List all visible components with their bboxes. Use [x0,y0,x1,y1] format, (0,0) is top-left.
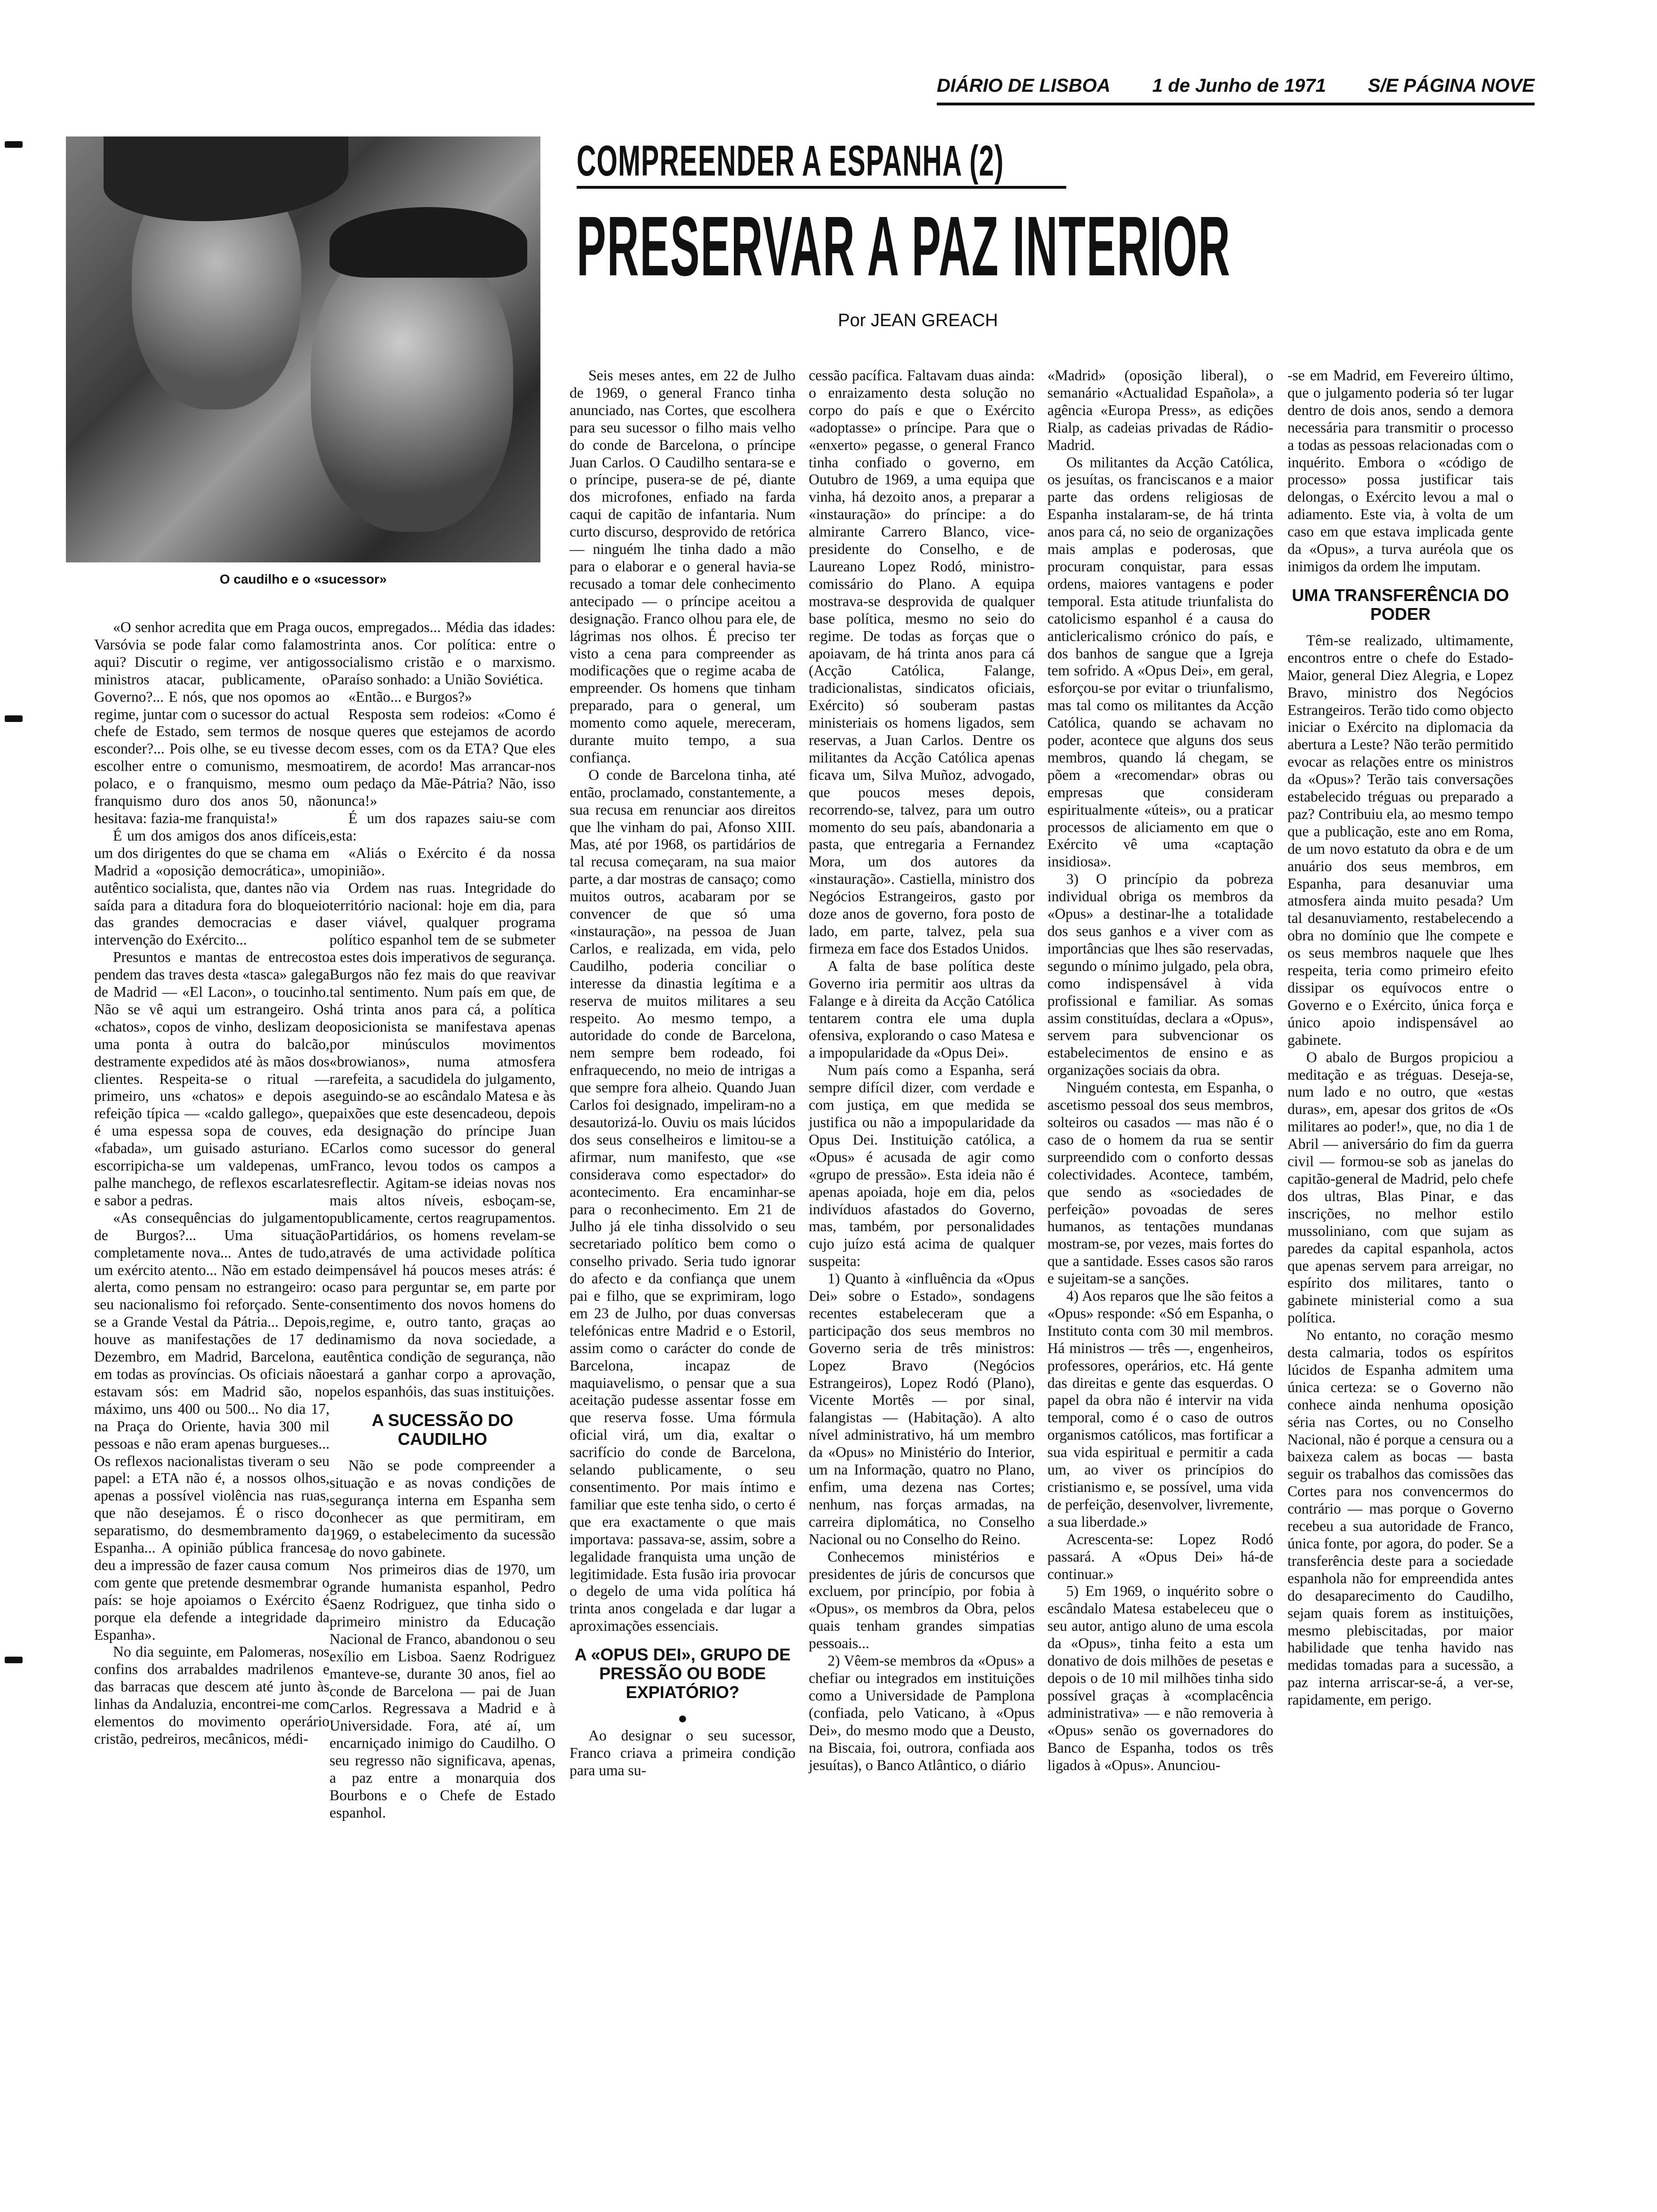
paragraph: «O senhor acredita que em Praga ou Varsóvia se pode falar como falamos aqui? Discutir o regime, ver antigos ministros atacar, publicamente, o Governo?... E nós, que nos opomos ao regime, juntar com o sucessor do actual chefe de Estado, sem termos de nos esconder?... Pois olhe, se eu tivesse de escolher entre o comunismo, mesmo polaco, e o franquismo, mesmo o franquismo duro dos anos 50, não hesitava: fazia-me franquista!» [94,619,330,826]
paragraph: Num país como a Espanha, será sempre difícil dizer, com verdade e com justiça, em que medida se justifica ou não a impopularidade da Opus Dei. Instituição católica, a «Opus» é acusada de agir como «grupo de pressão». Esta ideia não é apenas apoiada, hoje em dia, pelos indivíduos afastados do Governo, mas, também, por personalidades cujo juízo está acima de qualquer suspeita: [809,1062,1035,1270]
paragraph: Os militantes da Acção Católica, os jesuítas, os franciscanos e a maior parte das ordens religiosas de Espanha instalaram-se, de há trinta anos para cá, no seio de organizações mais amplas e poderosas, que procuram conquistar, para essas ordens, maiores vantagens e poder temporal. Esta atitude triunfalista do catolicismo espanhol é a causa do anticlericalismo crónico do país, e dos banhos de sangue que a Igreja tem sofrido. A «Opus Dei», em geral, esforçou-se por evitar o triunfalismo, mas tal como os militantes da Acção Católica, quando se achavam no poder, acontece que alguns dos seus membros, quando lá chegam, se põem a «recomendar» obras ou empresas que consideram espiritualmente «úteis», ou a praticar processos de aliciamento em que o Exército vê uma «captação insidiosa». [1047,454,1273,870]
article-byline: Por JEAN GREACH [838,311,998,330]
paragraph: cessão pacífica. Faltavam duas ainda: o enraizamento desta solução no corpo do país e que o Exército «adoptasse» o príncipe. Para que o «enxerto» pegasse, o general Franco tinha confiado o governo, em Outubro de 1969, a uma equipa que vinha, há dezoito anos, a preparar a «instauração» do príncipe: a do almirante Carrero Blanco, vice-presidente do Conselho, e de Laureano Lopez Rodó, ministro-comissário do Plano. A equipa mostrava-se desprovida de qualquer base política, mesmo no seio do regime. De todas as forças que o apoiavam, de há trinta anos para cá (Acção Católica, Falange, tradicionalistas, sindicatos oficiais, Exército) só souberam pastas ministeriais os homens ligados, sem reservas, a Juan Carlos. Dentre os militantes da Acção Católica apenas ficava um, Silva Muñoz, advogado, que poucos meses depois, recorrendo-se, talvez, para um outro momento do seu país, abandonaria a pasta, que entregaria a Fernandez Mora, um dos autores da «instauração». Castiella, ministro dos Negócios Estrangeiros, gasto por doze anos de governo, fora posto de lado, em parte, talvez, pela sua firmeza em face dos Estados Unidos. [809,367,1035,957]
paragraph: É um dos rapazes saiu-se com esta: [330,809,555,844]
paragraph: Acrescenta-se: Lopez Rodó passará. A «Opus Dei» há-de continuar.» [1047,1531,1273,1582]
text-column-3 [570,367,796,1779]
paragraph: «Madrid» (oposição liberal), o semanário «Actualidad Española», a agência «Europa Press», as edições Rialp, as cadeias privadas de Rádio-Madrid. [1047,367,1273,453]
paragraph: -se em Madrid, em Fevereiro último, que o julgamento poderia só ter lugar dentro de dois anos, sendo a demora necessária para transmitir o processo a todas as pessoas relacionadas com o inquérito. Embora o «código de processo» possa justificar tais delongas, o Exército levou a mal o adiamento. Este via, à volta de um caso em que estava implicada gente da «Opus», a turva auréola que os inimigos da ordem lhe imputam. [1287,367,1513,575]
page-number: S/E PÁGINA NOVE [1367,75,1535,96]
section-heading: A «OPUS DEI», GRUPO DE PRESSÃO OU BODE EXPIATÓRIO? [574,1645,791,1702]
bullet-ornament: ● [677,1710,688,1728]
paragraph: No entanto, no coração mesmo desta calmaria, todos os espíritos lúcidos de Espanha admitem uma única certeza: se o Governo não conhece ainda nenhuma oposição séria nas Cortes, ou no Conselho Nacional, não é porque a censura ou a baixeza calem as bocas — basta seguir os trabalhos das comissões das Cortes para nos convencermos do contrário — mas porque o Governo recebeu a sua autoridade de Franco, única fonte, por agora, do poder. Se a transferência deste para a sociedade espanhola não for empreendida antes do desaparecimento do Caudilho, sejam quais forem as instituições, mesmo plebiscitadas, por maior habilidade que tenha havido nas medidas tomadas para a sucessão, a paz interna arriscar-se-á, a ver-se, rapidamente, em perigo. [1287,1327,1513,1708]
section-heading: UMA TRANSFERÊNCIA DO PODER [1292,585,1509,624]
photo-caption: O caudilho e o «sucessor» [219,572,387,586]
text-column-6 [1287,367,1513,1709]
paragraph: 3) O princípio da pobreza individual obriga os membros da «Opus» a destinar-lhe a totalidade dos seus ganhos e a viver com as importâncias que lhes são reservadas, segundo o mínimo julgado, pela obra, como indispensável à vida profissional e familiar. As somas assim constituídas, declara a «Opus», servem para subvencionar os estabelecimentos de ensino e as organizações sociais da obra. [1047,871,1273,1079]
paragraph: Não se pode compreender a situação e as novas condições de segurança interna em Espanha sem conhecer as que permitiram, em 1969, o estabelecimento da sucessão e do novo gabinete. [330,1457,555,1561]
paragraph: «Aliás o Exército é da nossa opinião». [330,844,555,879]
paragraph: cos, empregados... Média das idades: trinta anos. Cor política: entre o socialismo cristão e o marxismo. Paraíso sonhado: a União Soviética. [330,619,555,688]
paragraph: 1) Quanto à «influência da «Opus Dei» sobre o Estado», sondagens recentes estabeleceram que a participação dos seus membros no Governo seria de três ministros: Lopez Bravo (Negócios Estrangeiros), Lopez Rodó (Plano), Vicente Mortês — por sinal, falangistas — (Habitação). A alto nível administrativo, há um membro da «Opus» no Ministério do Interior, um na Informação, quatro no Plano, enfim, uma dezena nas Cortes; nenhum, nas forças armadas, na carreira diplomática, no Conselho Nacional ou no Conselho do Reino. [809,1270,1035,1547]
text-column-4 [809,367,1035,1774]
paragraph: Resposta sem rodeios: «Como é que queres que estejamos de acordo com esses, com os da ETA? Que eles atirem, de acordo! Mas arrancar-nos um pedaço da Mãe-Pátria? Não, isso nunca!» [330,705,555,809]
kicker-rule [577,186,1066,189]
margin-mark [5,1657,23,1663]
paragraph: O abalo de Burgos propiciou a meditação e as tréguas. Deseja-se, num lado e no outro, que «estas duras», em, apesar dos gritos de «Os militares ao poder!», que, no dia 1 de Abril — aniversário do fim da guerra civil — formou-se sob as janelas do capitão-general de Madrid, pelo chefe dos ultras, Blas Pinar, e das inscrições, no melhor estilo mussoliniano, com que sujam as paredes da capital espanhola, actos que apenas servem para arreigar, no espírito dos militares, tanto o gabinete ministerial como a sua política. [1287,1049,1513,1326]
paragraph: 5) Em 1969, o inquérito sobre o escândalo Matesa estabeleceu que o seu autor, antigo aluno de uma escola da «Opus», tinha feito a esta um donativo de dois milhões de pesetas e depois o de 10 mil milhões tinha sido possível graças à «complacência administrativa» — e não removeria à «Opus» senão os governadores do Banco de Espanha, todos os três ligados à «Opus». Anunciou- [1047,1583,1273,1773]
article-kicker: COMPREENDER A ESPANHA (2) [577,137,1004,185]
paragraph: Seis meses antes, em 22 de Julho de 1969, o general Franco tinha anunciado, nas Cortes, que escolhera para seu sucessor o filho mais velho do conde de Barcelona, o príncipe Juan Carlos. O Caudilho sentara-se e o príncipe, pusera-se de pé, diante dos microfones, enfiado na farda caqui de capitão de infantaria. Num curto discurso, desprovido de retórica — ninguém lhe tinha dado a mão para o elaborar e o general havia-se recusado a tomar dele conhecimento antecipado — o príncipe aceitou a designação. Franco olhou para ele, de lágrimas nos olhos. É preciso ter visto a cena para compreender as modificações que o regime acaba de empreender. Os homens que tinham preparado, para o general, um momento como aquele, mereceram, durante muito tempo, a sua confiança. [570,367,796,766]
text-column-5 [1047,367,1273,1774]
paragraph: 4) Aos reparos que lhe são feitos a «Opus» responde: «Só em Espanha, o Instituto conta com 30 mil membros. Há ministros — três —, engenheiros, professores, operários, etc. Há gente das direitas e gente das esquerdas. O papel da obra não é intervir na vida temporal, como é o caso de outros organismos católicos, mas fortificar a sua vida espiritual e permitir a cada um, ao viver os princípios do cristianismo e, se possível, uma vida de perfeição, desenvolver, livremente, a sua liberdade.» [1047,1288,1273,1530]
news-photo [66,136,540,562]
paragraph: Conhecemos ministérios e presidentes de júris de concursos que excluem, por princípio, por fobia à «Opus», os membros da Obra, pelos quais tenham grandes simpatias pessoais... [809,1548,1035,1652]
issue-date: 1 de Junho de 1971 [1152,75,1326,96]
newspaper-name: DIÁRIO DE LISBOA [937,75,1110,96]
article-headline: PRESERVAR A PAZ INTERIOR [577,199,1231,294]
paragraph: Têm-se realizado, ultimamente, encontros entre o chefe do Estado-Maior, general Diez Alegria, e Lopez Bravo, ministro dos Negócios Estrangeiros. Terão tido como objecto iniciar o Exército na diplomacia da abertura a Leste? Não terão permitido evocar as relações entre os ministros da «Opus»? Terão tais conversações estabelecido tréguas ou preparado a paz? Contribuiu ela, ao mesmo tempo que a publicação, este ano em Roma, de um novo estatuto da obra e de um anuário dos seus membros, em Espanha, para desanuviar uma atmosfera ainda muito pesada? Um tal desanuviamento, restabelecendo a obra no domínio que lhe compete e os seus membros naquele que lhes respeita, teria como primeiro efeito dissipar os equívocos entre o Governo e o Exército, única força e único apoio indispensável ao gabinete. [1287,632,1513,1048]
paragraph: «As consequências do julgamento de Burgos?... Uma situação completamente nova... Antes de tudo, um exército atento... Não em estado de alerta, como pensam no estrangeiro: o seu nacionalismo foi reforçado. Sente-se a Grande Vestal da Pátria... Depois, houve as manifestações de 17 de Dezembro, em Madrid, Barcelona, e em todas as províncias. Os oficiais não estavam sós: em Madrid são, no máximo, uns 400 ou 500... No dia 17, na Praça do Oriente, havia 300 mil pessoas e não eram apenas burgueses... Os reflexos nacionalistas tiveram o seu papel: a ETA não é, a nossos olhos, apenas a possível violência nas ruas, que não desejamos. É o risco do separatismo, do desmembramento da Espanha... A opinião pública francesa deu a impressão de fazer causa comum com gente que pretende desmembrar o país: se hoje apoiamos o Exército é porque ela defende a integridade da Espanha». [94,1209,330,1643]
paragraph: Ao designar o seu sucessor, Franco criava a primeira condição para uma su- [570,1727,796,1779]
margin-mark [5,141,23,148]
paragraph: Ordem nas ruas. Integridade do território nacional: hoje em dia, para ser viável, qualquer programa político espanhol tem de se submeter a estes dois imperativos de segurança. Burgos não fez mais do que reavivar tal sentimento. Num país em que, de há trinta anos para cá, a política oposicionista se manifestava apenas por minúsculos movimentos «browianos», numa atmosfera rarefeita, a sacudidela do julgamento, seguindo-se ao escândalo Matesa e às paixões que este desencadeou, depois da designação do príncipe Juan Carlos como sucessor do general Franco, levou todos os campos a reflectir. Agitam-se ideias novas nos mais altos níveis, esboçam-se, publicamente, certos reagrupamentos. Partidários, os homens revelam-se através de uma actividade política impensável há poucos meses atrás: é caso para perguntar se, em parte por consentimento dos novos homens do regime, e, outro tanto, graças ao dinamismo da nova sociedade, a autêntica condição de segurança, não estará a ganhar corpo a aprovação, pelos espanhóis, das suas instituições. [330,879,555,1400]
section-heading: A SUCESSÃO DO CAUDILHO [371,1410,514,1449]
text-column-2 [330,619,555,1822]
paragraph: É um dos amigos dos anos difíceis, um dos dirigentes do que se chama em Madrid a «oposição democrática», um autêntico socialista, que, dantes não via saída para a ditadura fora do bloqueio das grandes democracias e da intervenção do Exército... [94,827,330,948]
masthead-rule [937,103,1535,105]
paragraph: Presuntos e mantas de entrecosto pendem das traves desta «tasca» galega de Madrid — «El Lacon», o toucinho. Não se vê aqui um estrangeiro. Os «chatos», copos de vinho, deslizam de uma ponta à outra do balcão, destramente expedidos até às mãos dos clientes. Respeita-se o ritual — primeiro, uns «chatos» e depois a refeição típica — «caldo gallego», que é uma espessa sopa de couves, e «fabada», um guisado asturiano. E escorripicha-se um valdepenas, um palhe manchego, de reflexos escarlates e sabor a pedras. [94,949,330,1209]
paragraph: A falta de base política deste Governo iria permitir aos ultras da Falange e à direita da Acção Católica tentarem contra ele uma dupla ofensiva, explorando o caso Matesa e a impopularidade da «Opus Dei». [809,957,1035,1061]
paragraph: No dia seguinte, em Palomeras, nos confins dos arrabaldes madrilenos e das barracas que descem até junto às linhas da Andaluzia, encontrei-me com elementos do movimento operário cristão, pedreiros, mecânicos, médi- [94,1643,330,1747]
paragraph: Ninguém contesta, em Espanha, o ascetismo pessoal dos seus membros, solteiros ou casados — mas não é o caso de o homem da rua se sentir surpreendido com o conforto dessas colectividades. Acontece, também, que sendo as «sociedades de perfeição» povoadas de seres humanos, as tentações mundanas mostram-se, por vezes, mais fortes do que a santidade. Esses casos são raros e sujeitam-se a sanções. [1047,1079,1273,1287]
margin-mark [5,715,23,722]
paragraph: Nos primeiros dias de 1970, um grande humanista espanhol, Pedro Saenz Rodriguez, que tinha sido o primeiro ministro da Educação Nacional de Franco, abandonou o seu exílio em Lisboa. Saenz Rodriguez manteve-se, durante 30 anos, fiel ao conde de Barcelona — pai de Juan Carlos. Regressava a Madrid e à Universidade. Fora, até aí, um encarniçado inimigo do Caudilho. O seu regresso não significava, apenas, a paz entre a monarquia dos Bourbons e o Chefe de Estado espanhol. [330,1561,555,1821]
text-column-1 [94,619,330,1748]
paragraph: «Então... e Burgos?» [348,688,472,705]
paragraph: O conde de Barcelona tinha, até então, proclamado, constantemente, a sua recusa em renunciar aos direitos que lhe vinham do pai, Afonso XIII. Mas, até por 1968, os partidários de tal recusa começaram, na sua maior parte, a dar mostras de cansaço; como muitos outros, acabaram por se convencer de que só uma «instauração», na pessoa de Juan Carlos, e realizada, em vida, pelo Caudilho, poderia conciliar o interesse da dinastia legítima e a reserva de muitos militares a seu respeito. Ao mesmo tempo, a autoridade do conde de Barcelona, nem sempre bem rodeado, foi enfraquecendo, no meio de intrigas a que sempre fora alheio. Quando Juan Carlos foi designado, impeliram-no a desautorizá-lo. Ouviu os mais lúcidos dos seus conselheiros e limitou-se a afirmar, num manifesto, que «se considerava como espectador» do acontecimento. Era encaminhar-se para o reconhecimento. Em 21 de Julho já ele tinha dissolvido o seu secretariado político bem como o conselho privado. Seria tudo ignorar do afecto e da confiança que unem pai e filho, que se exprimiram, logo em 23 de Julho, por duas conversas telefónicas entre Madrid e o Estoril, assim como o carácter do conde de Barcelona, incapaz de maquiavelismo, o pensar que a sua aceitação pudesse assentar fosse em que reserva fosse. Uma fórmula oficial virá, um dia, exaltar o sacrifício do conde de Barcelona, selando publicamente, o seu consentimento. Por mais íntimo e familiar que este tenha sido, o certo é que era exactamente o que mais importava: passava-se, assim, sobre a legalidade franquista uma unção de legitimidade. Esta fusão iria provocar o degelo de uma vida política há trinta anos congelada e dar lugar a aproximações essenciais. [570,766,796,1635]
paragraph: 2) Vêem-se membros da «Opus» a chefiar ou integrados em instituições como a Universidade de Pamplona (confiada, pelo Vaticano, à «Opus Dei», do mesmo modo que a Deusto, na Biscaia, foi, outrora, confiada aos jesuítas), o Banco Atlântico, o diário [809,1652,1035,1773]
masthead [937,75,1535,96]
